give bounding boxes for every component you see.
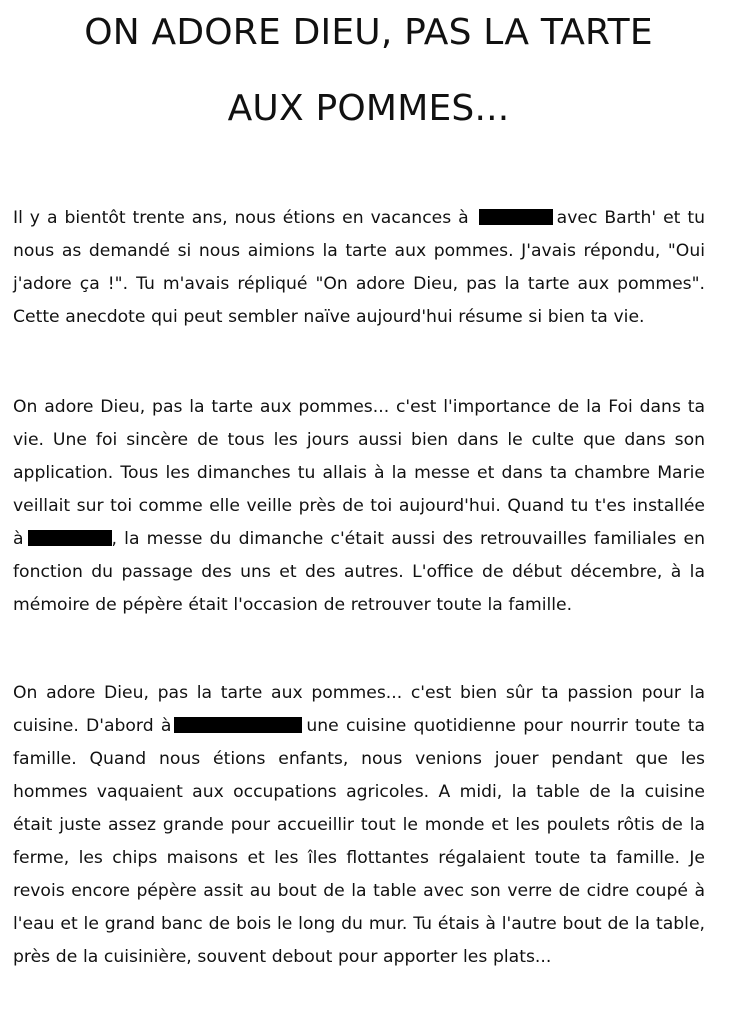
paragraph-3-text-start: On adore Dieu, pas la tarte aux pommes... c'est bien sûr ta passion pour la cuisine. D'abord à <box>13 683 705 736</box>
paragraph-3 <box>13 677 705 974</box>
redaction-block <box>479 209 553 225</box>
paragraph-2-text-end: , la messe du dimanche c'était aussi des retrouvailles familiales en fonction du passage des uns et des autres. L'office de début décembre, à la mémoire de pépère était l'occasion de retrouver toute la famille. <box>13 529 705 615</box>
page-title-line-1: ON ADORE DIEU, PAS LA TARTE <box>84 12 653 53</box>
paragraph-1 <box>13 202 705 334</box>
paragraph-2 <box>13 391 705 622</box>
redaction-block <box>174 717 302 733</box>
paragraph-1-text-start: Il y a bientôt trente ans, nous étions en vacances à <box>13 208 469 228</box>
paragraph-1-text-end: avec Barth' et tu nous as demandé si nous aimions la tarte aux pommes. J'avais répondu, "Oui j'adore ça !". Tu m'avais répliqué "On adore Dieu, pas la tarte aux pommes". Cette anecdote qui peut sembler naïve aujourd'hui résume si bien ta vie. <box>13 208 705 327</box>
paragraph-3-text-end: une cuisine quotidienne pour nourrir toute ta famille. Quand nous étions enfants, nous venions jouer pendant que les hommes vaquaient aux occupations agricoles. A midi, la table de la cuisine était juste assez grande pour accueillir tout le monde et les poulets rôtis de la ferme, les chips maisons et les îles flottantes régalaient toute ta famille. Je revois encore pépère assit au bout de la table avec son verre de cidre coupé à l'eau et le grand banc de bois le long du mur. Tu étais à l'autre bout de la table, près de la cuisinière, souvent debout pour apporter les plats... <box>13 716 705 967</box>
page-title-line-2: AUX POMMES... <box>227 88 510 129</box>
paragraph-2-text-start: On adore Dieu, pas la tarte aux pommes... c'est l'importance de la Foi dans ta vie. Une foi sincère de tous les jours aussi bien dans le culte que dans son application. Tous les dimanches tu allais à la messe et dans ta chambre Marie veillait sur toi comme elle veille près de toi aujourd'hui. Quand tu t'es installée à <box>13 397 705 549</box>
redaction-block <box>28 530 112 546</box>
